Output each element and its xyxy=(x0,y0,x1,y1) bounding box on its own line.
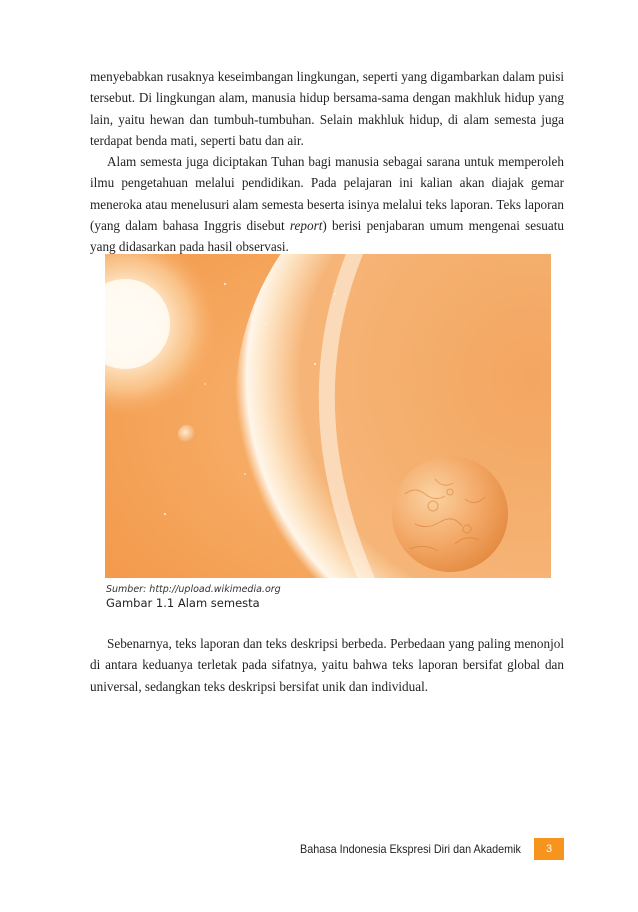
paragraph-2 xyxy=(90,151,564,257)
space-illustration xyxy=(105,254,551,578)
paragraph-2-text-b: ) berisi penjabaran umum mengenai sesuatu yang didasarkan pada hasil observasi. xyxy=(90,217,564,255)
paragraph-2-text-a: Alam semesta juga diciptakan Tuhan bagi manusia sebagai sarana untuk memperoleh ilmu pengetahuan melalui pendidikan. Pada pelajaran ini kalian akan diajak gemar meneroka atau menelusuri alam semesta beserta isinya melalui teks laporan. Teks laporan (yang dalam bahasa Inggris disebut xyxy=(90,154,564,233)
figure-caption: Gambar 1.1 Alam semesta xyxy=(106,596,260,610)
cratered-moon xyxy=(392,456,508,572)
page-number-badge: 3 xyxy=(534,838,564,860)
footer-book-title: Bahasa Indonesia Ekspresi Diri dan Akademik xyxy=(300,842,521,856)
paragraph-2-italic-term: report xyxy=(289,217,323,233)
figure-source-caption: Sumber: http://upload.wikimedia.org xyxy=(106,584,281,595)
paragraph-1: menyebabkan rusaknya keseimbangan lingkungan, seperti yang digambarkan dalam puisi tersebut. Di lingkungan alam, manusia hidup bersama-sama dengan makhluk hidup yang lain, yaitu hewan dan tumbuh-tumbuhan. Selain makhluk hidup, di alam semesta juga terdapat benda mati, seperti batu dan air. xyxy=(90,69,564,148)
space-illustration-svg xyxy=(105,254,551,578)
paragraph-3: Sebenarnya, teks laporan dan teks deskripsi berbeda. Perbedaan yang paling menonjol di antara keduanya terletak pada sifatnya, yaitu bahwa teks laporan bersifat global dan universal, sedangkan teks deskripsi bersifat unik dan individual. xyxy=(90,636,564,694)
small-moon xyxy=(178,425,196,443)
